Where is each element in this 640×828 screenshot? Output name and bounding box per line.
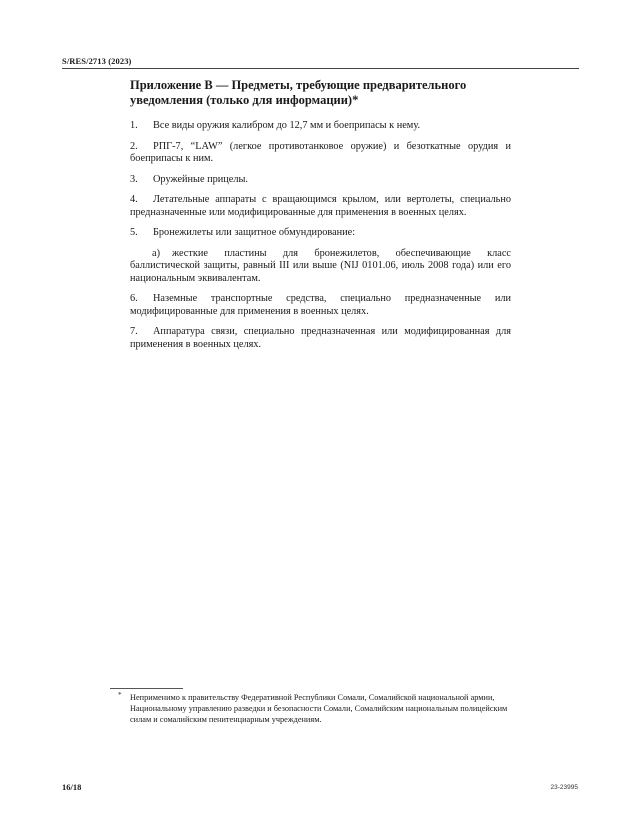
footnote-divider <box>110 688 183 689</box>
item-text: РПГ-7, “LAW” (легкое противотанковое оружие) и безоткатные орудия и боеприпасы к ним. <box>130 140 511 164</box>
list-item <box>130 293 511 318</box>
list-item <box>130 227 511 240</box>
item-number: 2. <box>130 140 138 152</box>
document-code: S/RES/2713 (2023) <box>62 56 132 66</box>
item-number: 5. <box>130 227 138 238</box>
item-text: Аппаратура связи, специально предназначенная или модифицированная для применения в военных целях. <box>130 326 511 350</box>
sub-list-item <box>130 248 511 286</box>
item-text: Наземные транспортные средства, специально предназначенные или модифицированные для применения в военных целях. <box>130 293 511 317</box>
item-text: Все виды оружия калибром до 12,7 мм и боеприпасы к нему. <box>153 120 421 131</box>
list-item <box>130 326 511 351</box>
item-number: 7. <box>130 326 138 337</box>
footnote-text: Неприменимо к правительству Федеративной Республики Сомали, Сомалийской национальной армии, Национальному управлению разведки и безопасности Сомали, Сомалийским национальным полицейским силам и сомалийским пенитенциарным учреждениям. <box>130 693 508 724</box>
list-item <box>130 141 511 166</box>
list-item <box>130 174 511 187</box>
item-number: 6. <box>130 293 138 304</box>
item-number: 1. <box>130 120 138 131</box>
item-number: 4. <box>130 194 138 205</box>
item-text: Бронежилеты или защитное обмундирование: <box>153 227 356 238</box>
page-number: 16/18 <box>62 782 82 792</box>
annex-title: Приложение B — Предметы, требующие предварительного уведомления (только для информации)* <box>130 78 467 107</box>
item-text: жесткие пластины для бронежилетов, обеспечивающие класс баллистической защиты, равный III или выше (NIJ 0101.06, июль 2008 года) или его национальным эквивалентам. <box>130 247 511 284</box>
footnote-mark: * <box>118 691 122 699</box>
list-item <box>130 120 511 133</box>
list-item <box>130 194 511 219</box>
item-number: 3. <box>130 173 138 185</box>
header-divider <box>62 68 579 69</box>
item-number: a) <box>152 247 160 259</box>
document-number: 23-23995 <box>550 784 578 791</box>
footnote <box>118 692 510 725</box>
item-text: Летательные аппараты с вращающимся крылом, или вертолеты, специально предназначенные или модифицированные для применения в военных целях. <box>130 194 511 218</box>
annex-item-list <box>130 120 511 359</box>
item-text: Оружейные прицелы. <box>153 173 248 185</box>
